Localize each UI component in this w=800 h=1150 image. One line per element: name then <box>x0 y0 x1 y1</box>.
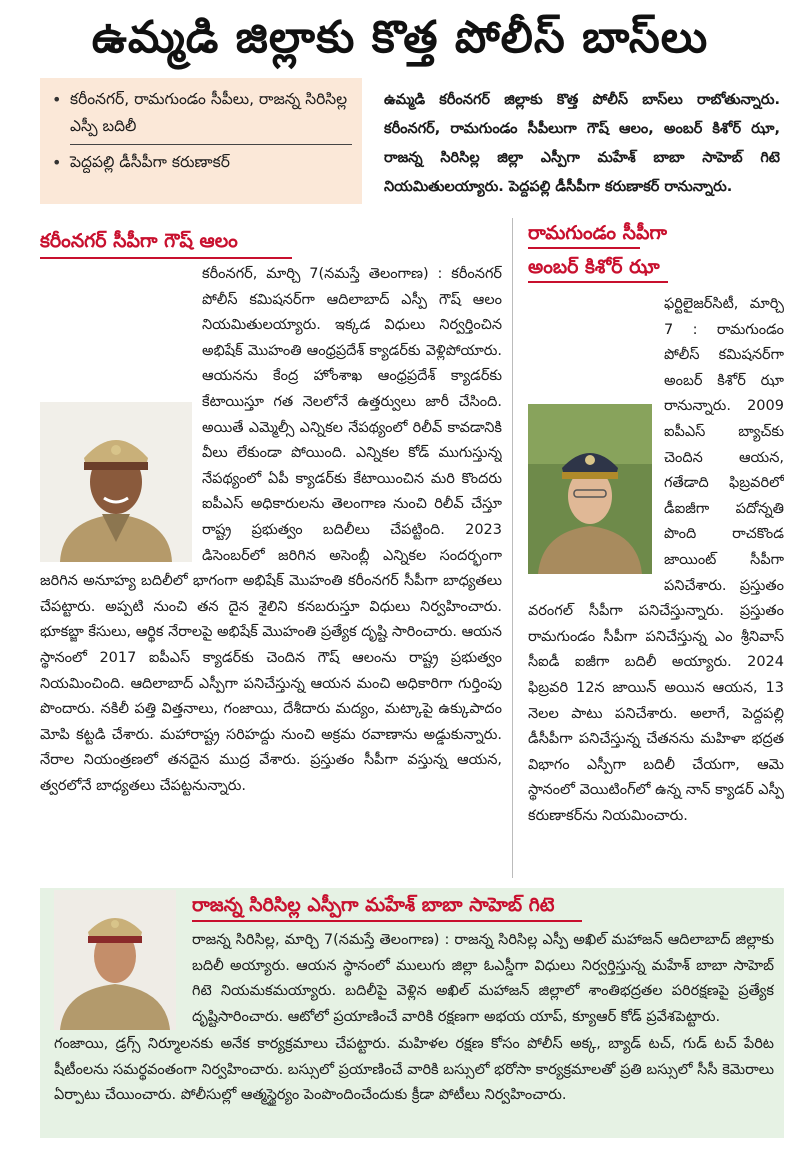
officer-portrait-icon <box>528 404 652 574</box>
headline: ఉమ్మడి జిల్లాకు కొత్త పోలీస్ బాస్‌లు <box>91 12 709 63</box>
section2-article <box>528 292 784 874</box>
section3-title-rule <box>192 920 582 922</box>
section3-body: రాజన్న సిరిసిల్ల, మార్చి 7(నమస్తే తెలంగాణ) : రాజన్న సిరిసిల్ల ఎస్పీ అఖిల్ మహాజన్ ఆదిలాబాద్ జిల్లాకు బదిలీ అయ్యారు. ఆయన స్థానంలో ములుగు జిల్లా ఓఎస్డీగా విధులు నిర్వర్తిస్తున్న మహేశ్ బాబా సాహెబ్ గిటె నియమకమయ్యారు. బదిలీపై వెళ్లిన అఖిల్ మహాజన్ జిల్లాలో శాంతిభద్రతల పరిరక్షణపై ప్రత్యేక దృష్టిసారించారు. ఆటోలో ప్రయాణించే వారికి రక్షణగా అభయ యాప్, క్యూఆర్ కోడ్ ప్రవేశపెట్టారు. <box>192 932 774 1025</box>
bullet-icon: • <box>52 90 62 109</box>
highlight-item <box>52 149 352 176</box>
section1-title-rule <box>40 257 292 259</box>
section3-article-top <box>192 928 774 1032</box>
photo-amber-kishore-jha <box>528 404 652 574</box>
officer-portrait-icon <box>54 890 176 1030</box>
section1-article <box>40 262 502 874</box>
photo-gaush-alam <box>40 402 192 562</box>
section2-body: ఫర్టిలైజర్‌సిటీ, మార్చి 7 : రామగుండం పోలీస్ కమిషనర్‌గా అంబర్ కిశోర్ ఝా రానున్నారు. 2009 ఐపీఎస్ బ్యాచ్‌కు చెందిన ఆయన, గతేడాది ఫిబ్రవరిలో డీఐజీగా పదోన్నతి పొంది రాచకొండ జాయింట్ సీపీగా పనిచేశారు. ప్రస్తుతం వరంగల్ సీపీగా పనిచేస్తున్నారు. ప్రస్తుతం రామగుండం సీపీగా పనిచేస్తున్న ఎం శ్రీనివాస్ సీఐడీ ఐజీగా బదిలీ అయ్యారు. 2024 ఫిబ్రవరి 12న జాయిన్ అయిన ఆయన, 13 నెలల పాటు పనిచేశారు. అలాగే, పెద్దపల్లి డీసీపీగా పనిచేస్తున్న చేతనను మహిళా భద్రత విభాగం ఎస్పీగా బదిలీ చేయగా, ఆమె స్థానంలో వెయిటింగ్‌లో ఉన్న నాన్ క్యాడర్ ఎస్పీ కరుణాకర్‌ను నియమించారు. <box>528 296 784 824</box>
section1-title: కరీంనగర్ సీపీగా గౌష్ ఆలం <box>40 230 238 252</box>
highlight-item <box>52 86 352 140</box>
column-divider <box>512 218 513 878</box>
highlight-text: కరీంనగర్, రామగుండం సీపీలు, రాజన్న సిరిసిల్ల ఎస్పీ బదిలీ <box>70 90 348 135</box>
section2-title-rule2 <box>528 281 668 283</box>
highlight-text: పెద్దపల్లి డీసీపీగా కరుణాకర్ <box>70 153 230 171</box>
highlight-divider <box>70 144 352 145</box>
section2-title-line1: రామగుండం సీపీగా <box>528 222 667 244</box>
officer-portrait-icon <box>40 402 192 562</box>
section2-title-rule1 <box>528 247 640 249</box>
lead-paragraph: ఉమ్మడి కరీంనగర్ జిల్లాకు కొత్త పోలీస్ బాస్‌లు రాబోతున్నారు. కరీంనగర్, రామగుండం సీపీలుగా గౌష్ ఆలం, అంబర్ కిశోర్ ఝా, రాజన్న సిరిసిల్ల జిల్లా ఎస్పీగా మహేశ్ బాబా సాహెబ్ గిటె నియమితులయ్యారు. పెద్దపల్లి డీసీపీగా కరుణాకర్ రానున్నారు. <box>384 92 780 195</box>
section3-title: రాజన్న సిరిసిల్ల ఎస్పీగా మహేశ్ బాబా సాహెబ్ గిటె <box>192 894 555 916</box>
section2-title-line2: అంబర్ కిశోర్ ఝా <box>528 256 660 278</box>
photo-mahesh-baba-saheb-gite <box>54 890 176 1030</box>
section3-article-bottom: గంజాయి, డ్రగ్స్ నిర్మూలనకు అనేక కార్యక్రమాలు చేపట్టారు. మహిళల రక్షణ కోసం పోలీస్ అక్క, బ్యాడ్ టచ్, గుడ్ టచ్ పేరిట షీటీంలను సమర్థవంతంగా నిర్వహించారు. బస్సులో ప్రయాణించే వారికి బస్సులో భరోసా కార్యక్రమాలతో ప్రతి బస్సులో సీసీ కెమెరాలు ఏర్పాటు చేయించారు. పోలీసుల్లో ఆత్మస్థైర్యం పెంపొందించేందుకు క్రీడా పోటీలు నిర్వహించారు. <box>54 1036 774 1104</box>
bullet-icon: • <box>52 153 62 172</box>
section1-body: కరీంనగర్, మార్చి 7(నమస్తే తెలంగాణ) : కరీంనగర్ పోలీస్ కమిషనర్‌గా ఆదిలాబాద్ ఎస్పీ గౌష్ ఆలం నియమితులయ్యారు. ఇక్కడ విధులు నిర్వర్తించిన అభిషేక్ మొహంతి ఆంధ్రప్రదేశ్ క్యాడర్‌కు వెళ్లిపోయారు. ఆయనను కేంద్ర హోంశాఖ ఆంధ్రప్రదేశ్ క్యాడర్‌కు కేటాయిస్తూ గత నెలలోనే ఉత్తర్వులు జారీ చేసింది. అయితే ఎమ్మెల్సీ ఎన్నికల నేపథ్యంలో రిలీవ్ కావడానికి వీలు లేకుండా పోయింది. ఎన్నికల కోడ్ ముగుస్తున్న నేపథ్యంలో ఏపీ క్యాడర్‌కు కేటాయించిన మరి కొందరు ఐపీఎస్ అధికారులను తెలంగాణ నుంచి రిలీవ్ చేస్తూ రాష్ట్ర ప్రభుత్వం బదిలీలు చేపట్టింది. 2023 డిసెంబర్‌లో జరిగిన అసెంబ్లీ ఎన్నికల సందర్భంగా జరిగిన అనూహ్య బదిలీలో భాగంగా అభిషేక్ మొహంతి కరీంనగర్ సీపీగా బాధ్యతలు చేపట్టారు. అప్పటి నుంచి తన దైన శైలిని కనబరుస్తూ విధులు నిర్వహించారు. భూకబ్జా కేసులు, ఆర్థిక నేరాలపై అభిషేక్ మొహంతి ప్రత్యేక దృష్టి సారించారు. ఆయన స్థానంలో 2017 ఐపీఎస్ క్యాడర్‌కు చెందిన గౌష్ ఆలంను రాష్ట్ర ప్రభుత్వం నియమించింది. ఆదిలాబాద్ ఎస్పీగా పనిచేస్తున్న ఆయన మంచి అధికారిగా గుర్తింపు పొందారు. నకిలీ పత్తి విత్తనాలు, గంజాయి, దేశీదారు మద్యం, మట్కాపై ఉక్కుపాదం మోపి కట్టడి చేశారు. మహారాష్ట్ర సరిహద్దు నుంచి అక్రమ రవాణాను అడ్డుకున్నారు. నేరాల నియంత్రణలో తనదైన ముద్ర వేశారు. ప్రస్తుతం సీపీగా వస్తున్న ఆయన, త్వరలోనే బాధ్యతలు చేపట్టనున్నారు. <box>40 266 502 794</box>
highlights-box <box>40 78 362 204</box>
